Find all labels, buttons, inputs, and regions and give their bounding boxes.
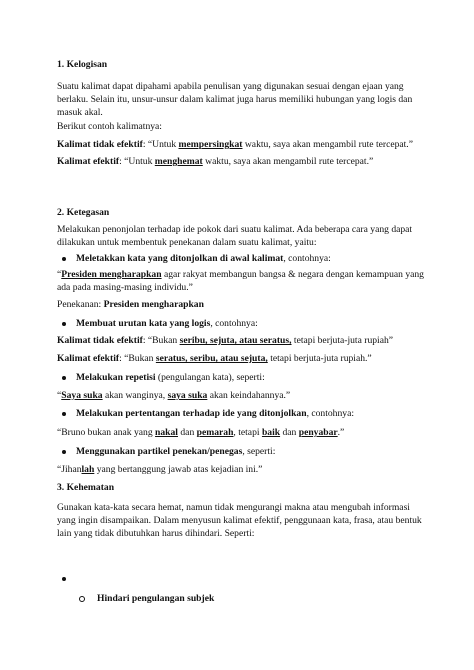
bullet-item: Melakukan repetisi (pengulangan kata), seperti:	[76, 371, 446, 384]
example-intro: Berikut contoh kalimatnya:	[57, 121, 162, 132]
example-not-effective: Kalimat tidak efektif: “Untuk mempersingkat waktu, saya akan mengambil rute tercepat.”	[57, 139, 413, 150]
heading-ketegasan: 2. Ketegasan	[57, 207, 110, 218]
bullet-icon	[62, 322, 66, 326]
bullet-icon	[62, 412, 66, 416]
paragraph-kehematan: Gunakan kata-kata secara hemat, namun tidak mengurangi makna atau mengubah informasi yang ingin disampaikan. Dalam menyusun kalimat efektif, penggunaan kata, frasa, atau bentuk lain yang tidak dibutuhkan harus dihindari. Seperti:	[57, 502, 422, 539]
bullet-item: Membuat urutan kata yang logis, contohnya:	[76, 317, 446, 330]
bullet-icon	[62, 376, 66, 380]
example-effective: Kalimat efektif: “Bukan seratus, seribu, atau sejuta, tetapi berjuta-juta rupiah.”	[57, 353, 372, 364]
example-repetisi: “Saya suka akan wanginya, saya suka akan keindahannya.”	[57, 390, 291, 401]
paragraph-ketegasan: Melakukan penonjolan terhadap ide pokok dari suatu kalimat. Ada beberapa cara yang dapat dilakukan untuk membentuk penekanan dalam suatu kalimat, yaitu:	[57, 224, 413, 248]
heading-kehematan: 3. Kehematan	[57, 482, 115, 493]
bullet-item: Meletakkan kata yang ditonjolkan di awal kalimat, contohnya:	[76, 252, 446, 265]
example-pertentangan: “Bruno bukan anak yang nakal dan pemarah, tetapi baik dan penyabar.”	[57, 427, 345, 438]
bullet-icon	[62, 577, 66, 581]
paragraph-kelogisan: Suatu kalimat dapat dipahami apabila penulisan yang digunakan sesuai dengan ejaan yang berlaku. Selain itu, unsur-unsur dalam kalimat juga harus memiliki hubungan yang logis dan masuk akal.	[57, 81, 413, 118]
example-not-effective: Kalimat tidak efektif: “Bukan seribu, sejuta, atau seratus, tetapi berjuta-juta rupiah”	[57, 335, 394, 346]
example-presiden: “Presiden mengharapkan agar rakyat membangun bangsa & negara dengan kemampuan yang ada pada masing-masing individu.”	[57, 269, 424, 293]
bullet-item: Melakukan pertentangan terhadap ide yang ditonjolkan, contohnya:	[76, 407, 446, 420]
heading-kelogisan: 1. Kelogisan	[57, 59, 108, 70]
bullet-icon	[62, 257, 66, 261]
circle-bullet-icon	[79, 596, 85, 602]
emphasis-line: Penekanan: Presiden mengharapkan	[57, 299, 204, 310]
sub-bullet-item: Hindari pengulangan subjek	[97, 592, 467, 605]
bullet-item: Menggunakan partikel penekan/penegas, seperti:	[76, 445, 446, 458]
example-partikel: “Jihanlah yang bertanggung jawab atas kejadian ini.”	[57, 464, 263, 475]
example-effective: Kalimat efektif: “Untuk menghemat waktu, saya akan mengambil rute tercepat.”	[57, 156, 374, 167]
bullet-icon	[62, 450, 66, 454]
